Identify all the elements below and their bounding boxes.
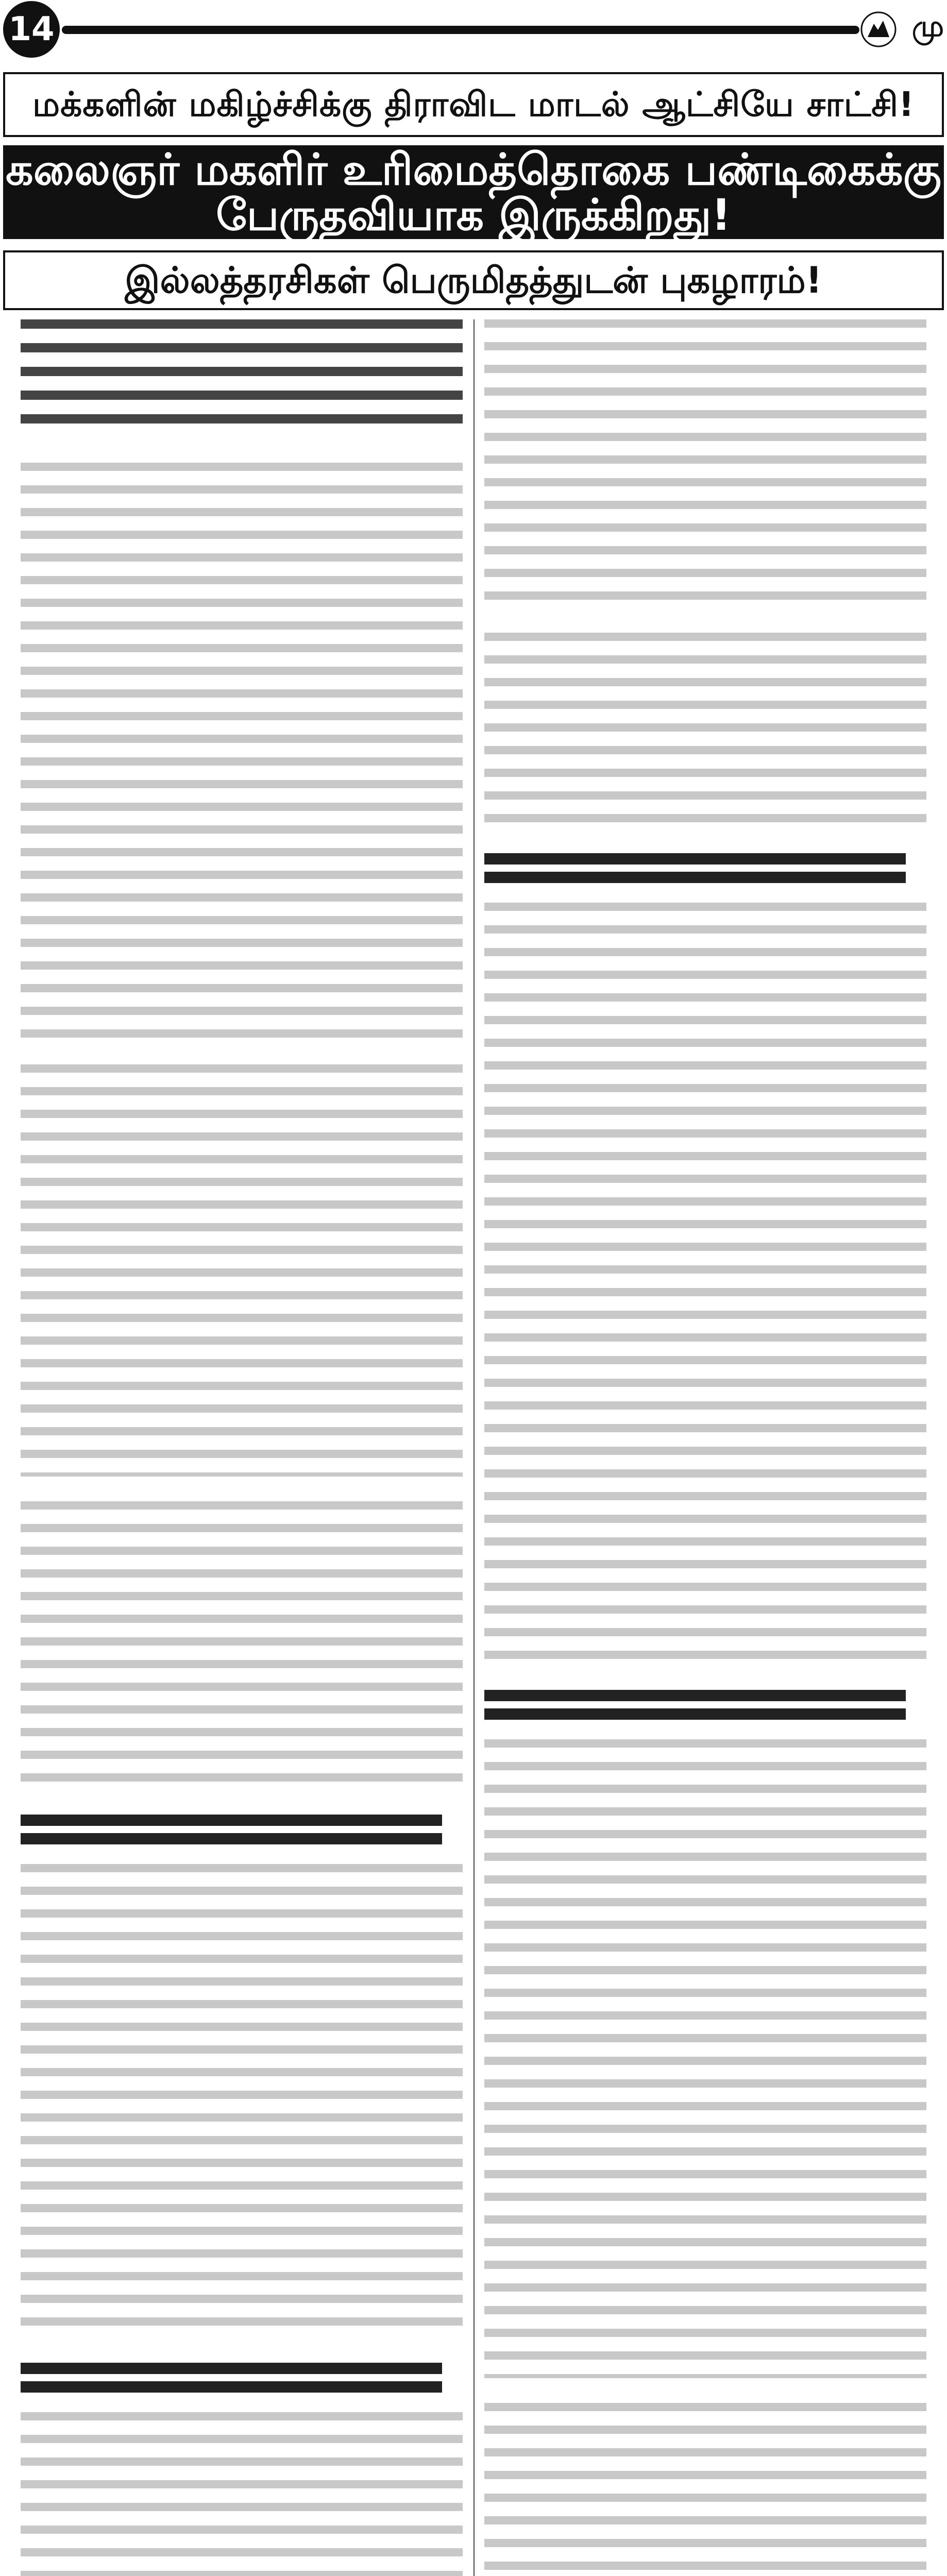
party-emblem-icon — [860, 11, 897, 47]
testimonial-paragraph — [484, 903, 926, 1665]
article-paragraph — [484, 633, 926, 828]
testimonial-subheading — [484, 1690, 906, 1727]
article-paragraph — [484, 2403, 926, 2573]
page-header-strip — [0, 0, 947, 62]
article-paragraph — [21, 1064, 463, 1477]
column-divider — [474, 319, 475, 2576]
article-paragraph — [21, 1501, 463, 1790]
article-paragraph — [21, 463, 463, 1040]
testimonial-paragraph — [21, 2412, 463, 2576]
main-headline: கலைஞர் மகளிர் உரிமைத்தொகை பண்டிகைக்கு பேருதவியாக இருக்கிறது! — [3, 145, 944, 239]
intro-paragraph — [21, 319, 463, 438]
sub-headline: இல்லத்தரசிகள் பெருமிதத்துடன் புகழாரம்! — [3, 250, 944, 310]
article-column-left — [21, 319, 463, 2576]
publication-mark: மு — [911, 10, 944, 43]
article-paragraph — [484, 319, 926, 608]
testimonial-paragraph — [21, 1864, 463, 2338]
article-column-right — [484, 319, 926, 2576]
testimonial-subheading — [21, 1815, 442, 1852]
testimonial-paragraph — [484, 1739, 926, 2378]
testimonial-subheading — [484, 853, 906, 890]
page-number-badge: 14 — [3, 1, 60, 58]
kicker-headline: மக்களின் மகிழ்ச்சிக்கு திராவிட மாடல் ஆட்சியே சாட்சி! — [3, 72, 944, 137]
testimonial-subheading — [21, 2363, 442, 2400]
header-rule — [62, 26, 859, 34]
